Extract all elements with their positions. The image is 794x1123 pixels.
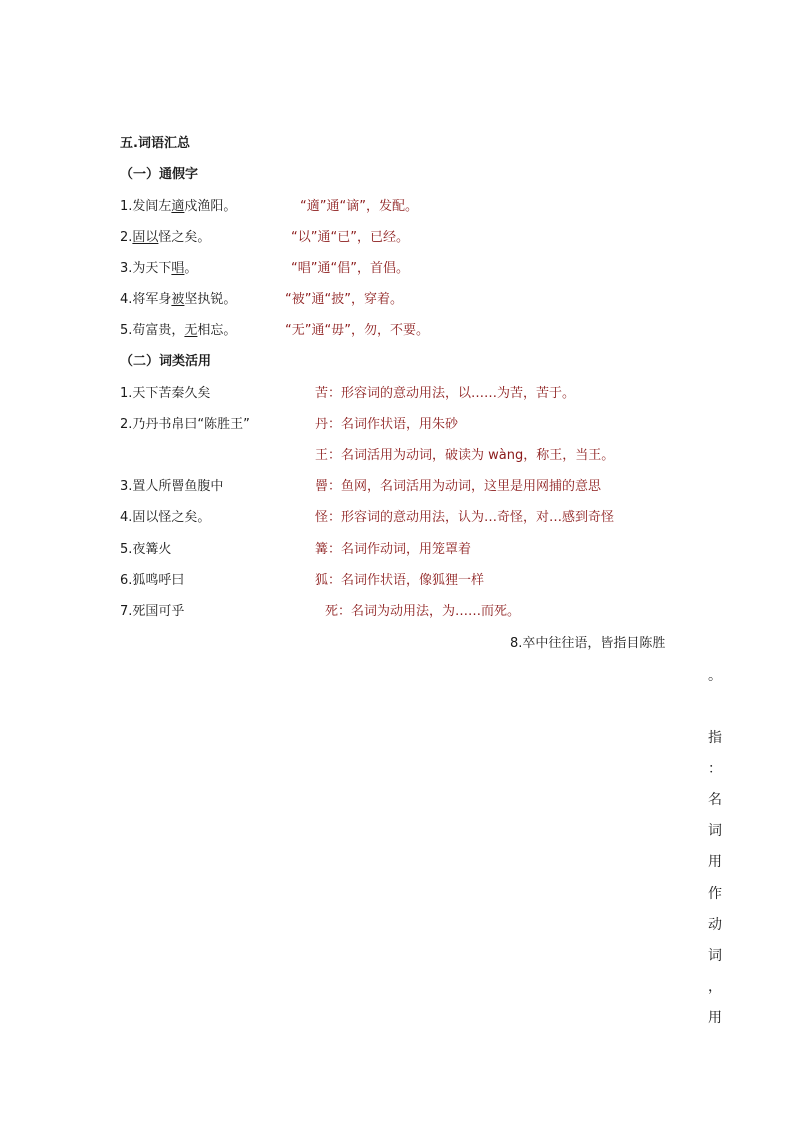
vertical-char: 指 [708,730,722,746]
vertical-char: 动 [708,917,722,933]
section-title: 五.词语汇总 [120,136,190,151]
huoyong-text: 4.固以怪之矣。 [120,510,211,525]
huoyong-heading: （二）词类活用 [120,354,212,369]
tongjia-heading: （一）通假字 [120,167,199,182]
huoyong-text: 6.狐鸣呼曰 [120,573,185,588]
huoyong-text: 2.乃丹书帛曰“陈胜王” [120,417,250,432]
vertical-char: 名 [708,792,722,808]
vertical-char: 作 [708,886,722,902]
tongjia-item: 3.为天下唱。 [120,261,198,276]
huoyong-text: 7.死国可乎 [120,604,185,619]
tongjia-item: 2.固以怪之矣。 [120,230,211,245]
huoyong-note: 王：名词活用为动词，破读为 wàng，称王，当王。 [315,448,615,463]
tongjia-item: 5.苟富贵，无相忘。 [120,323,237,338]
huoyong-text: 5.夜篝火 [120,542,172,557]
huoyong-note: 狐：名词作状语，像狐狸一样 [315,573,485,588]
tongjia-item: 4.将军身被坚执锐。 [120,292,237,307]
tongjia-note: “以”通“已”，已经。 [291,230,409,245]
vertical-char: ： [708,761,722,777]
vertical-char: ， [708,979,722,995]
huoyong-text: 3.置人所罾鱼腹中 [120,479,224,494]
vertical-char: 用 [708,854,722,870]
huoyong-text: 1.天下苦秦久矣 [120,386,211,401]
tongjia-note: “被”通“披”，穿着。 [285,292,403,307]
huoyong-note: 苦：形容词的意动用法，以……为苦，苦于。 [315,386,576,401]
huoyong-note: 篝：名词作动词，用笼罩着 [315,542,472,557]
huoyong-note: 怪：形容词的意动用法，认为…奇怪，对…感到奇怪 [315,510,615,525]
huoyong-note: 罾：鱼网，名词活用为动词，这里是用网捕的意思 [315,479,602,494]
vertical-char: 词 [708,823,722,839]
vertical-char: 词 [708,948,722,964]
tongjia-item: 1.发闾左適戍渔阳。 [120,199,237,214]
vertical-char: 。 [708,668,722,684]
tongjia-note: “无”通“毋”，勿，不要。 [285,323,429,338]
vertical-char: 用 [708,1010,722,1026]
huoyong-note: 丹：名词作状语，用朱砂 [315,417,459,432]
tongjia-note: “適”通“谪”，发配。 [300,199,418,214]
huoyong-note: 死：名词为动用法，为……而死。 [325,604,521,619]
huoyong-item-8: 8.卒中往往语，皆指目陈胜 [510,636,666,651]
tongjia-note: “唱”通“倡”，首倡。 [291,261,409,276]
